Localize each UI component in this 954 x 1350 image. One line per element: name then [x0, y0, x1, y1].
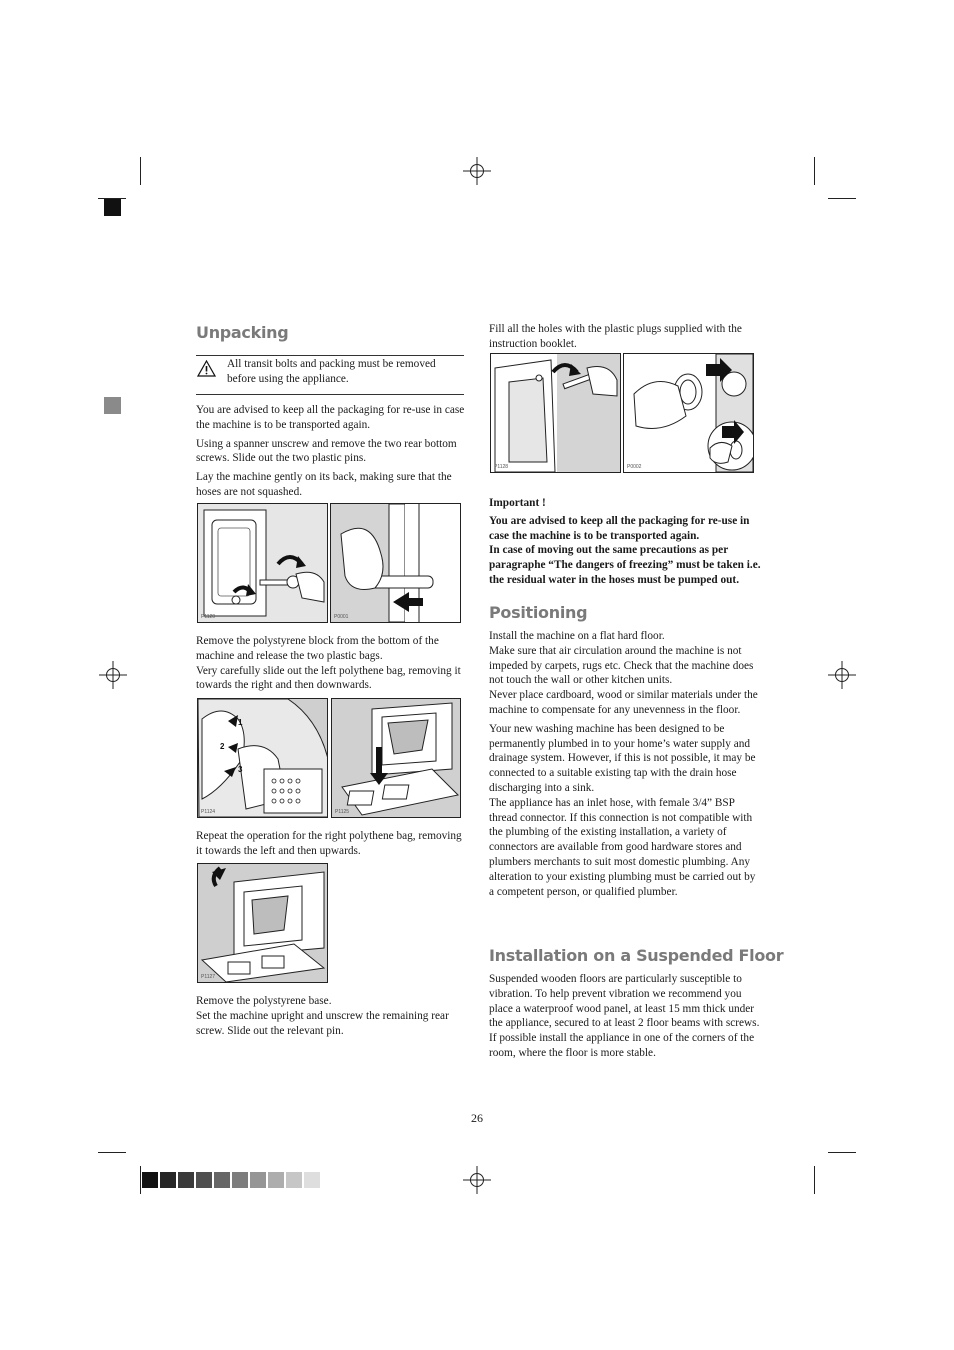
figure-code: P1125 [335, 809, 350, 815]
swatch [196, 1172, 212, 1188]
figure-insert-plugs [623, 353, 754, 473]
figure-code: P1128 [494, 464, 509, 470]
heading-unpacking: Unpacking [196, 323, 289, 342]
screwdriver-illustration [491, 354, 620, 472]
swatch [304, 1172, 320, 1188]
warning-text: All transit bolts and packing must be removed before using the appliance. [227, 358, 436, 385]
corner-marker-black [104, 199, 121, 216]
paragraph-screws: Using a spanner unscrew and remove the two rear bottom screws. Slide out the two plastic pins. [196, 437, 457, 465]
figure-rear-screws [197, 503, 328, 623]
right-bag-illustration [198, 864, 327, 982]
registration-mark-bottom [463, 1166, 491, 1194]
paragraph-suspended-floor: Suspended wooden floors are particularly susceptible to vibration. To help prevent vibration we recommend you place a waterproof wood panel, at least 15 mm thick under the appliance, secured to at least 2 floor beams with screws. If possible install the appliance in one of the corners of the room, where the floor is more stable. [489, 973, 760, 1059]
figure-code: P0002 [627, 464, 642, 470]
paragraph-remove-base: Remove the polystyrene base. [196, 995, 332, 1007]
swatch [178, 1172, 194, 1188]
warning-rule-top [196, 355, 464, 356]
swatch [268, 1172, 284, 1188]
swatch [160, 1172, 176, 1188]
heading-suspended-floor: Installation on a Suspended Floor [489, 946, 784, 965]
figure-code: P1127 [201, 974, 216, 980]
swatch [250, 1172, 266, 1188]
heading-positioning: Positioning [489, 603, 588, 622]
swatch [142, 1172, 158, 1188]
paragraph-set-upright: Set the machine upright and unscrew the remaining rear screw. Slide out the relevant pin. [196, 1009, 449, 1037]
unpacking-text-3 [196, 994, 468, 1042]
warning-rule-bottom [196, 394, 464, 395]
paragraph-no-cardboard: Never place cardboard, wood or similar materials under the machine to compensate for any unevenness in the floor. [489, 689, 758, 716]
important-text-moving: In case of moving out the same precautions as per paragraphe “The dangers of freezing” must be taken i.e. the residual water in the hoses must be pumped out. [489, 544, 761, 586]
page-number: 26 [471, 1111, 483, 1125]
step-1-label: 1 [238, 718, 243, 727]
step-3-label: 3 [238, 765, 243, 774]
important-text-packaging: You are advised to keep all the packaging for re-use in case the machine is to be transported again. [489, 514, 750, 542]
paragraph-plumbing: Your new washing machine has been designed to be permanently plumbed in to your home’s water supply and drainage system. However, if this is not possible, it may be connected to a suitable existing tap with the drain hose discharging into a sink. [489, 722, 756, 794]
warning-triangle-icon [197, 360, 216, 377]
paragraph-packaging: You are advised to keep all the packaging for re-use in case the machine is to be transported again. [196, 404, 465, 431]
paragraph-flat-floor: Install the machine on a flat hard floor. [489, 630, 665, 642]
registration-mark-top [463, 157, 491, 185]
swatch [232, 1172, 248, 1188]
paragraph-lay-back: Lay the machine gently on its back, making sure that the hoses are not squashed. [196, 471, 452, 498]
machine-rear-illustration [198, 504, 327, 622]
step-2-label: 2 [220, 742, 225, 751]
paragraph-inlet-hose: The appliance has an inlet hose, with female 3/4” BSP thread connector. If this connection is not compatible with the plumbing of the existing installation, a variety of connectors are available from good hardware stores and plumbers merchants to suit most domestic plumbing. Any alteration to your existing plumbing must be carried out by a competent person, or qualified plumber. [489, 796, 756, 898]
hand-steps-illustration [198, 699, 327, 817]
paragraph-fill-holes: Fill all the holes with the plastic plugs supplied with the instruction booklet. [489, 323, 742, 350]
figure-pull-pin [330, 503, 461, 623]
figure-code: P1124 [201, 809, 216, 815]
plug-insertion-illustration [624, 354, 753, 472]
pin-removal-illustration [331, 504, 460, 622]
paragraph-air-circulation: Make sure that air circulation around the machine is not impeded by carpets, rugs etc. Check that the machine does not touch the wall or other kitchen units. [489, 644, 754, 687]
figure-code: P0001 [334, 614, 349, 620]
registration-mark-left [99, 661, 127, 689]
figure-left-bag [331, 698, 461, 818]
important-block [489, 496, 761, 588]
paragraph-left-bag: Very carefully slide out the left polythene bag, removing it towards the right and then downwards. [196, 664, 461, 692]
swatch [214, 1172, 230, 1188]
figure-release-bags [197, 698, 328, 818]
section-marker-gray [104, 397, 121, 414]
unpacking-text-1 [196, 403, 466, 504]
figure-fill-holes [490, 353, 621, 473]
important-title: Important ! [489, 497, 546, 509]
registration-mark-right [828, 661, 856, 689]
paragraph-polystyrene-block: Remove the polystyrene block from the bottom of the machine and release the two plastic bags. [196, 635, 439, 662]
paragraph-right-bag: Repeat the operation for the right polythene bag, removing it towards the left and then upwards. [196, 830, 462, 857]
figure-code: P1120 [201, 614, 216, 620]
figure-right-bag [197, 863, 328, 983]
swatch [286, 1172, 302, 1188]
unpacking-text-2 [196, 634, 468, 697]
positioning-text [489, 629, 761, 899]
left-bag-illustration [332, 699, 460, 817]
